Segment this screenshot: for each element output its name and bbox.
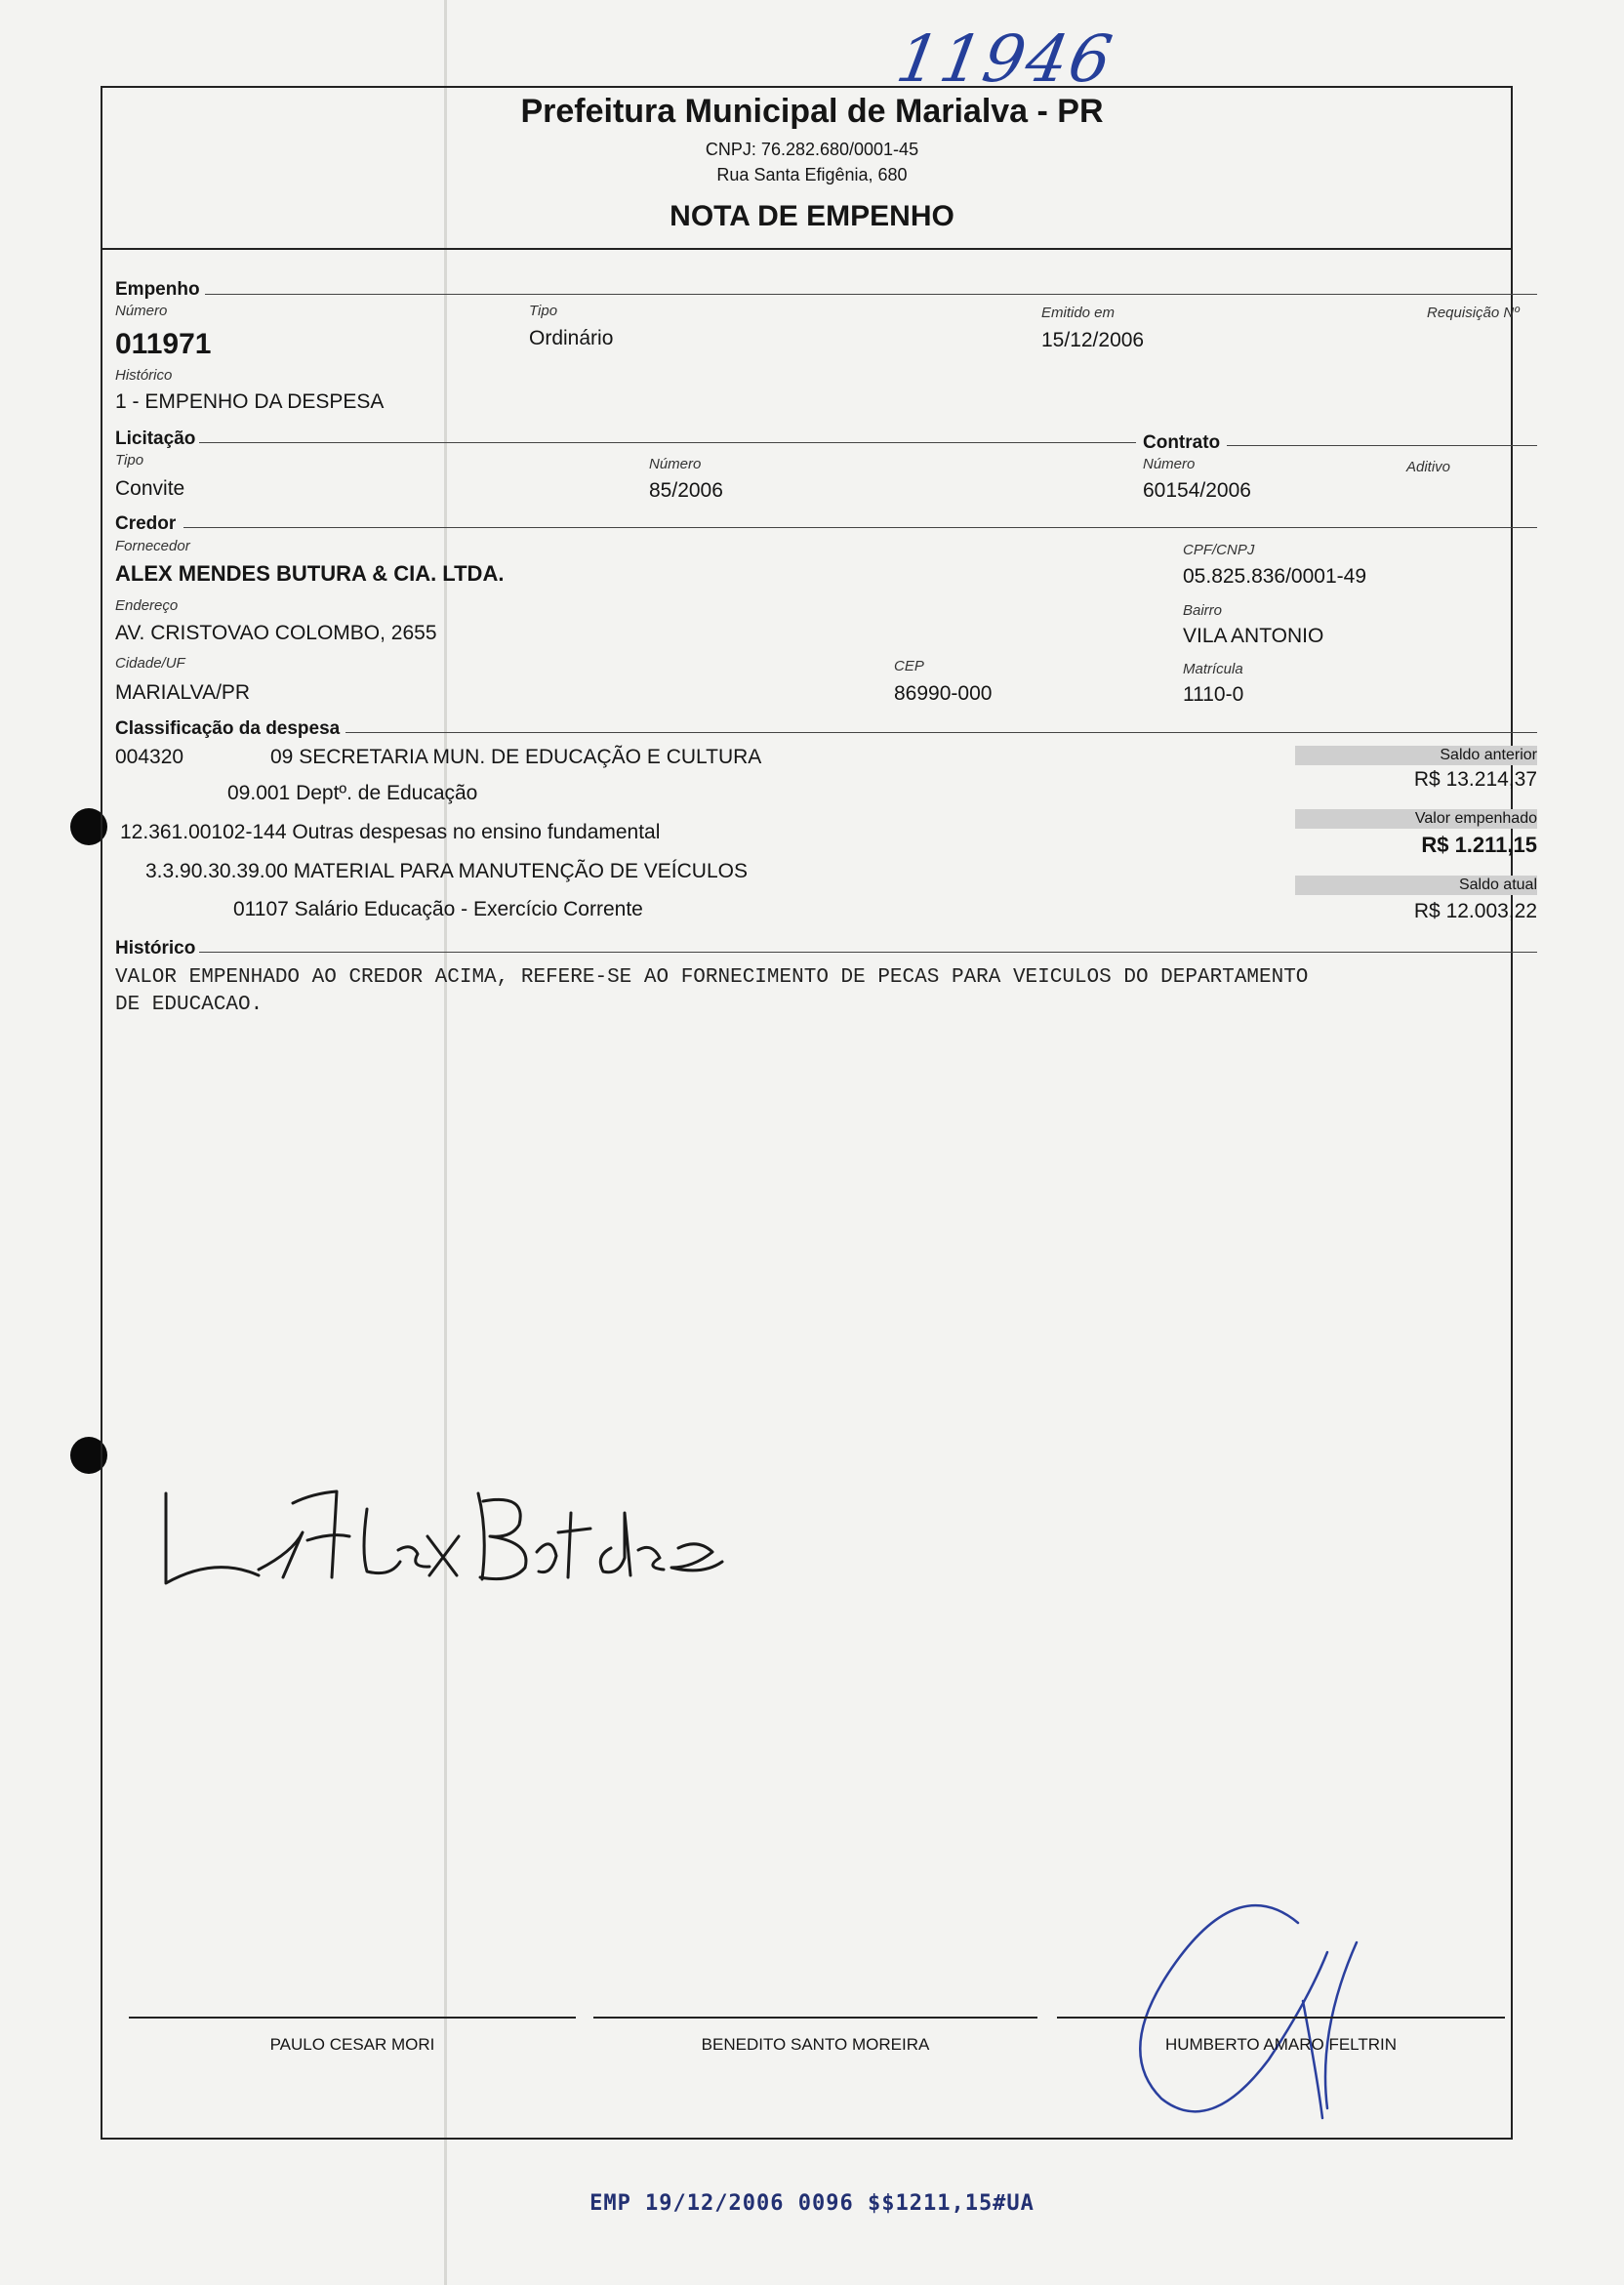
- section-empenho: Empenho: [115, 279, 200, 300]
- credor-endereco: AV. CRISTOVAO COLOMBO, 2655: [115, 622, 437, 644]
- credor-fornecedor-label: Fornecedor: [115, 538, 190, 554]
- signature-line: [593, 2017, 1037, 2019]
- signature-line: [1057, 2017, 1505, 2019]
- classificacao-elemento: 3.3.90.30.39.00 MATERIAL PARA MANUTENÇÃO DE VEÍCULOS: [145, 860, 748, 882]
- saldo-atual-label: Saldo atual: [1295, 876, 1537, 895]
- contrato-numero-label: Número: [1143, 456, 1196, 472]
- section-rule: [199, 442, 1136, 443]
- section-credor: Credor: [115, 513, 177, 534]
- handwritten-signature-drawing: [137, 1474, 742, 1601]
- classificacao-programa: 12.361.00102-144 Outras despesas no ensino fundamental: [120, 821, 661, 843]
- licitacao-numero-label: Número: [649, 456, 702, 472]
- licitacao-numero: 85/2006: [649, 479, 723, 502]
- classificacao-fonte: 01107 Salário Educação - Exercício Corrente: [233, 898, 643, 920]
- empenho-historico-label: Histórico: [115, 367, 173, 384]
- contrato-numero: 60154/2006: [1143, 479, 1251, 502]
- contrato-aditivo-label: Aditivo: [1406, 459, 1451, 475]
- licitacao-tipo: Convite: [115, 477, 185, 500]
- credor-cep-label: CEP: [894, 658, 924, 674]
- empenho-requisicao-label: Requisição Nº: [1427, 305, 1520, 321]
- credor-matricula: 1110-0: [1183, 683, 1244, 706]
- empenho-numero: 011971: [115, 328, 212, 360]
- classificacao-codigo: 004320: [115, 746, 184, 768]
- header-divider: [101, 248, 1511, 250]
- rubric-signature-drawing: [1122, 1884, 1376, 2128]
- historico-text: VALOR EMPENHADO AO CREDOR ACIMA, REFERE-SE AO FORNECIMENTO DE PECAS PARA VEICULOS DO DEPARTAMENTO DE EDUCACAO.: [115, 966, 1309, 1016]
- credor-fornecedor: ALEX MENDES BUTURA & CIA. LTDA.: [115, 561, 505, 586]
- empenho-numero-label: Número: [115, 303, 168, 319]
- classificacao-secretaria: 09 SECRETARIA MUN. DE EDUCAÇÃO E CULTURA: [270, 746, 762, 768]
- credor-cep: 86990-000: [894, 682, 993, 705]
- credor-cpf: 05.825.836/0001-49: [1183, 565, 1367, 588]
- empenho-emitido: 15/12/2006: [1041, 329, 1145, 351]
- classificacao-departamento: 09.001 Deptº. de Educação: [227, 782, 478, 804]
- section-licitacao: Licitação: [115, 428, 196, 449]
- signature-benedito: BENEDITO SANTO MOREIRA: [701, 2035, 930, 2054]
- section-rule: [199, 952, 1537, 953]
- credor-endereco-label: Endereço: [115, 597, 179, 614]
- section-rule: [205, 294, 1537, 295]
- credor-cpf-label: CPF/CNPJ: [1183, 542, 1255, 558]
- handwritten-document-number: 11946: [891, 21, 1119, 97]
- saldo-atual-value: R$ 12.003,22: [1413, 900, 1537, 922]
- credor-matricula-label: Matrícula: [1183, 661, 1243, 677]
- licitacao-tipo-label: Tipo: [115, 452, 144, 469]
- section-rule: [183, 527, 1537, 528]
- protocol-stamp: EMP 19/12/2006 0096 $$1211,15#UA: [589, 2191, 1035, 2216]
- section-classificacao: Classificação da despesa: [115, 718, 341, 739]
- header-address: Rua Santa Efigênia, 680: [716, 165, 908, 184]
- section-rule: [1227, 445, 1537, 446]
- credor-bairro-label: Bairro: [1183, 602, 1223, 619]
- page-title: Prefeitura Municipal de Marialva - PR: [520, 93, 1104, 130]
- section-historico: Histórico: [115, 938, 196, 959]
- valor-empenhado-label: Valor empenhado: [1295, 809, 1537, 829]
- saldo-anterior-value: R$ 13.214,37: [1413, 768, 1537, 791]
- saldo-anterior-label: Saldo anterior: [1295, 746, 1537, 765]
- header-cnpj: CNPJ: 76.282.680/0001-45: [705, 140, 919, 159]
- section-rule: [345, 732, 1537, 733]
- document-type: NOTA DE EMPENHO: [670, 200, 954, 232]
- empenho-emitido-label: Emitido em: [1041, 305, 1116, 321]
- section-contrato: Contrato: [1143, 432, 1221, 453]
- valor-empenhado-value: R$ 1.211,15: [1421, 833, 1537, 857]
- credor-cidade: MARIALVA/PR: [115, 681, 251, 704]
- credor-cidade-label: Cidade/UF: [115, 655, 185, 672]
- credor-bairro: VILA ANTONIO: [1183, 625, 1324, 647]
- empenho-tipo-label: Tipo: [529, 303, 558, 319]
- signature-humberto: HUMBERTO AMARO FELTRIN: [1164, 2035, 1398, 2054]
- empenho-historico: 1 - EMPENHO DA DESPESA: [115, 390, 385, 413]
- signature-paulo: PAULO CESAR MORI: [269, 2035, 435, 2054]
- empenho-tipo: Ordinário: [529, 327, 614, 349]
- signature-line: [129, 2017, 576, 2019]
